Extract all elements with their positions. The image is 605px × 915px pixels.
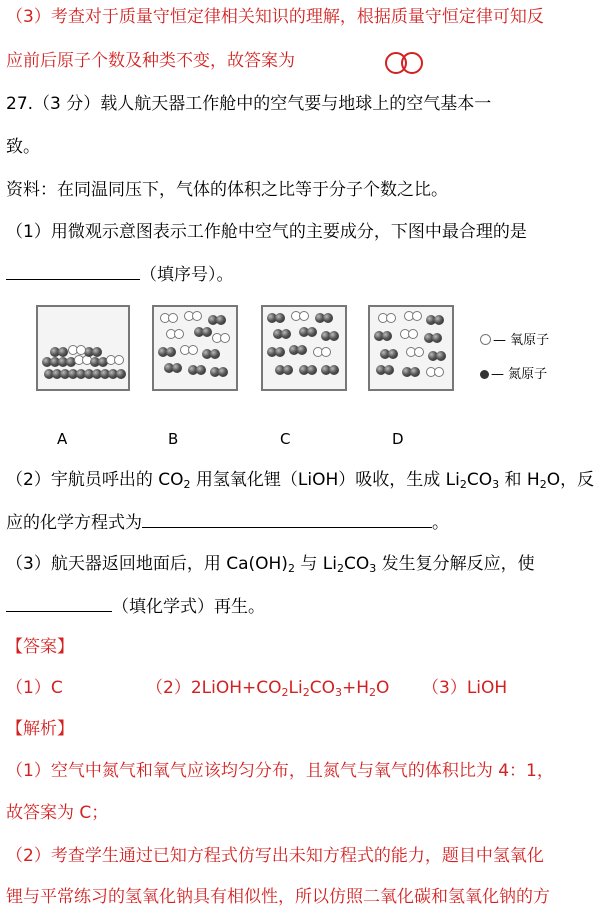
analysis-1: （1）空气中氮气和氧气应该均匀分布，且氮气与氧气的体积比为 4：1， [6, 761, 554, 781]
nitrogen-atom-icon [410, 367, 420, 377]
nitrogen-atom-icon [275, 313, 285, 323]
option-a-diagram [36, 305, 130, 391]
oxygen-atom-icon [299, 311, 309, 321]
answer-blank[interactable] [6, 263, 140, 280]
analysis-2-cont: 锂与平常练习的氢氧化钠具有相似性，所以仿照二氧化碳和氢氧化钠的方 [6, 887, 550, 907]
nitrogen-atom-icon [281, 329, 291, 339]
nitrogen-atom-icon [216, 315, 226, 325]
nitrogen-atom-icon [432, 333, 442, 343]
nitrogen-atom-icon [434, 315, 444, 325]
analysis-heading: 【解析】 [6, 719, 74, 739]
option-label-d: D [392, 430, 404, 448]
nitrogen-atom-icon [166, 347, 176, 357]
oxygen-atom-icon [386, 313, 396, 323]
oxygen-atom-icon [188, 345, 198, 355]
answer-2: $(2)2LiOH+CO_2Li_2CO_3+H_2O$ [146, 678, 390, 699]
option-label-a: A [57, 430, 68, 448]
nitrogen-atom-icon [388, 349, 398, 359]
nitrogen-atom-icon [58, 347, 68, 357]
option-label-c: C [280, 430, 291, 448]
nitrogen-atom-icon [329, 331, 339, 341]
subquestion-2-cont: 应的化学方程式为 。 [6, 513, 449, 533]
option-b-diagram [152, 305, 238, 391]
answer-1: （1）C [6, 678, 63, 698]
nitrogen-atom-icon [218, 367, 228, 377]
answer-3: （3）LiOH [422, 678, 508, 698]
subquestion-3-cont: （填化学式）再生。 [6, 595, 265, 618]
oxygen-atom-icon [434, 367, 444, 377]
nitrogen-atom-icon [329, 365, 339, 375]
analysis-line: 应前后原子个数及种类不变，故答案为 [6, 51, 295, 71]
question-stem-cont: 致。 [6, 137, 40, 157]
question-stem: 27.（3 分）载人航天器工作舱中的空气要与地球上的空气基本一 [6, 94, 492, 114]
nitrogen-atom-icon [275, 347, 285, 357]
nitrogen-atom-icon [307, 365, 317, 375]
answer-blank[interactable] [142, 511, 432, 528]
subquestion-3: （3）航天器返回地面后，用 $Ca(OH)_2$ 与 $Li_2CO_3$ 发生复分解反应，使 [6, 554, 535, 575]
oxygen-atom-icon [408, 329, 418, 339]
info-text: 资料：在同温同压下，气体的体积之比等于分子个数之比。 [6, 180, 448, 200]
oxygen-atom-icon [168, 313, 178, 323]
oxygen-atom-icon [192, 311, 202, 321]
oxygen-atom-icon [174, 329, 184, 339]
nitrogen-atom-icon [480, 370, 489, 379]
nitrogen-atom-icon [436, 351, 446, 361]
option-c-diagram [261, 305, 347, 391]
oxygen-atom-icon [412, 311, 422, 321]
subquestion-2: （2）宇航员呼出的 $CO_2$ 用氢氧化锂（LiOH）吸收，生成 $Li_2CO_3$ 和 $H_2O$，反 [6, 470, 595, 491]
analysis-2: （2）考查学生通过已知方程式仿写出未知方程式的能力，题目中氢氧化 [6, 846, 544, 866]
nitrogen-atom-icon [196, 365, 206, 375]
nitrogen-atom-icon [202, 327, 212, 337]
nitrogen-atom-icon [92, 347, 102, 357]
legend-nitrogen: — 氮原子 [480, 367, 547, 383]
subquestion-1-blank-line: （填序号）。 [6, 263, 234, 286]
nitrogen-atom-icon [307, 327, 317, 337]
oxygen-atom-icon [321, 347, 331, 357]
nitrogen-atom-icon [297, 345, 307, 355]
option-d-diagram [368, 305, 454, 391]
oxygen-atom-icon [76, 345, 86, 355]
option-label-b: B [168, 430, 179, 448]
nitrogen-atom-icon [283, 365, 293, 375]
analysis-1-cont: 故答案为 C； [6, 803, 109, 823]
nitrogen-atom-icon [323, 313, 333, 323]
oxygen-atom-icon [220, 333, 230, 343]
oxygen-atom-icon [480, 334, 491, 345]
nitrogen-atom-icon [172, 363, 182, 373]
nitrogen-atom-icon [210, 349, 220, 359]
oxygen-atom-icon [414, 347, 424, 357]
oxygen-atom-icon [114, 355, 124, 365]
subquestion-1: （1）用微观示意图表示工作舱中空气的主要成分，下图中最合理的是 [6, 222, 527, 242]
answer-blank[interactable] [6, 595, 112, 612]
answer-heading: 【答案】 [6, 637, 74, 657]
legend-oxygen: — 氧原子 [480, 333, 549, 349]
nitrogen-atom-icon [382, 331, 392, 341]
nitrogen-atom-icon [384, 365, 394, 375]
nitrogen-atom-icon [116, 369, 126, 379]
analysis-line: （3）考查对于质量守恒定律相关知识的理解，根据质量守恒定律可知反 [6, 7, 544, 27]
